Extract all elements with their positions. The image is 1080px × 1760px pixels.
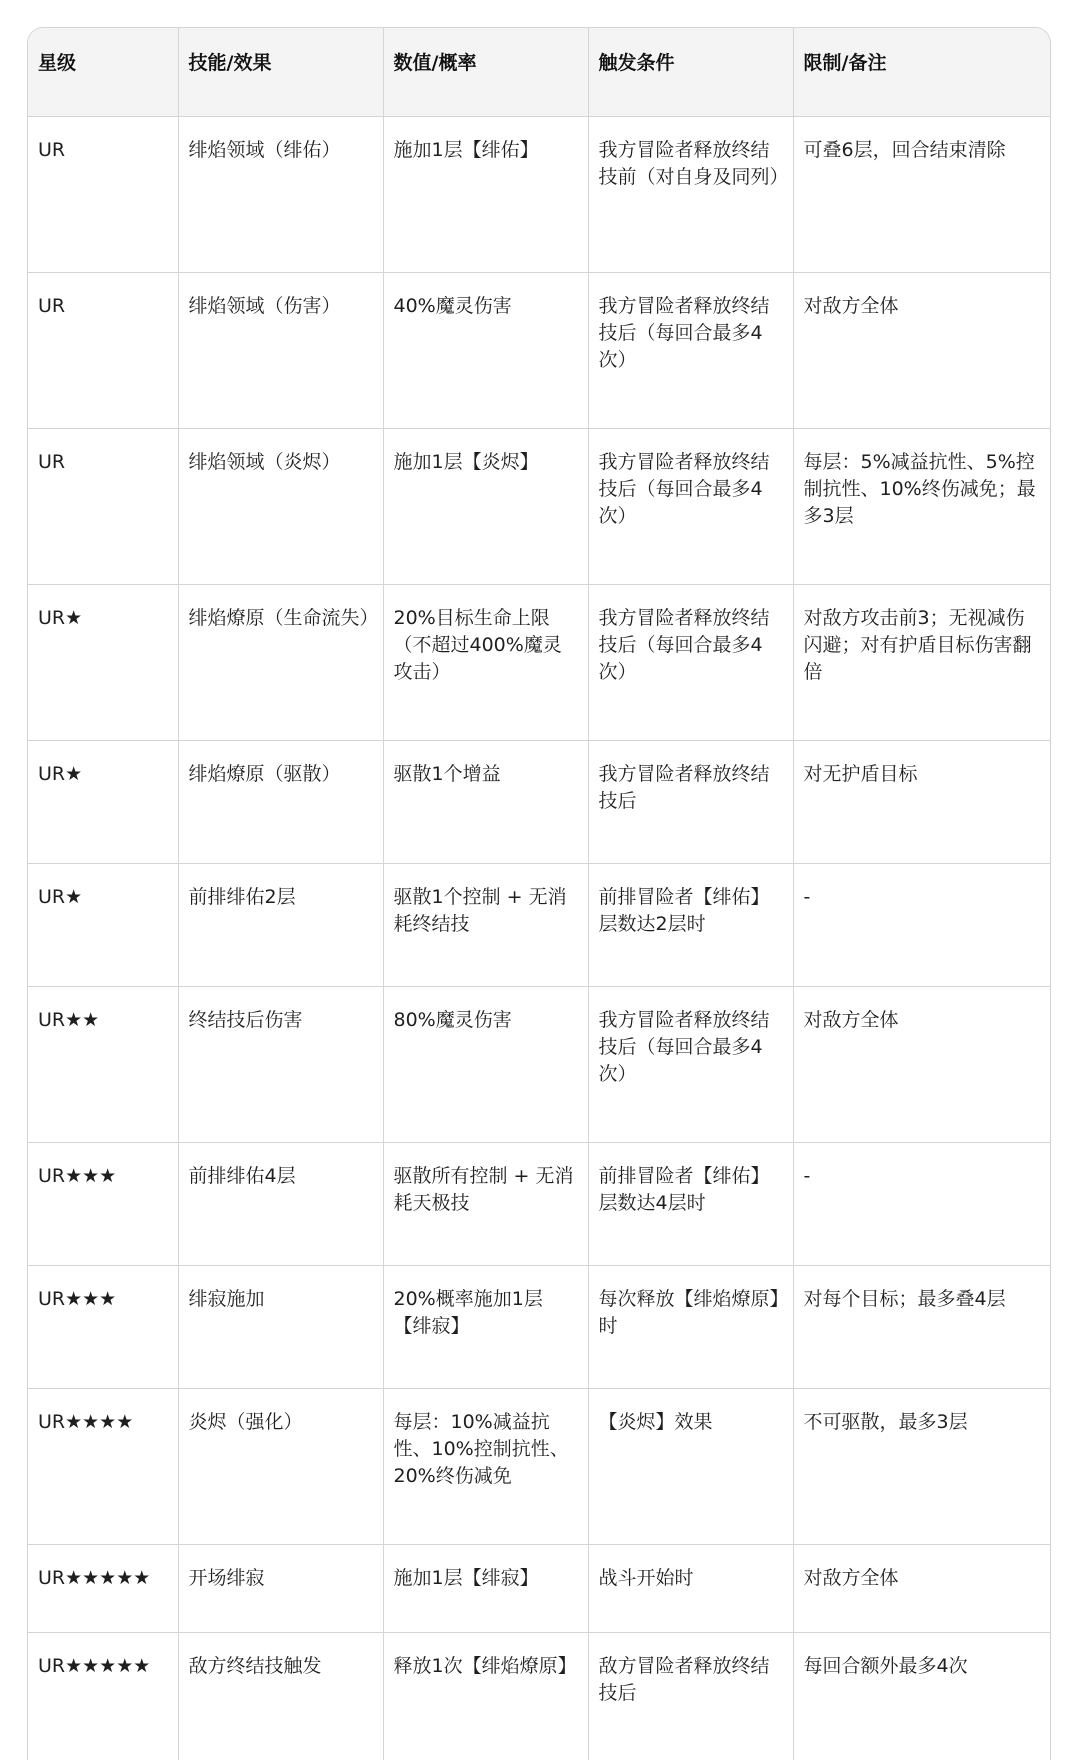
cell-value-probability: 施加1层【炎烬】 <box>383 428 588 584</box>
cell-value-probability: 20%目标生命上限（不超过400%魔灵攻击） <box>383 584 588 740</box>
cell-value-probability: 80%魔灵伤害 <box>383 986 588 1142</box>
cell-skill-effect: 绯焰领域（伤害） <box>178 272 383 428</box>
cell-value-probability: 释放1次【绯焰燎原】 <box>383 1632 588 1760</box>
cell-trigger-condition: 战斗开始时 <box>588 1544 793 1632</box>
cell-star-level: UR★★ <box>28 986 178 1142</box>
cell-value-probability: 驱散1个增益 <box>383 740 588 863</box>
header-trigger-condition: 触发条件 <box>588 28 793 116</box>
cell-limit-note: - <box>793 1142 1050 1265</box>
cell-limit-note: 对敌方攻击前3；无视减伤闪避；对有护盾目标伤害翻倍 <box>793 584 1050 740</box>
cell-star-level: UR★★★ <box>28 1265 178 1388</box>
cell-trigger-condition: 我方冒险者释放终结技后（每回合最多4次） <box>588 272 793 428</box>
cell-limit-note: 对无护盾目标 <box>793 740 1050 863</box>
cell-star-level: UR★★★★★ <box>28 1544 178 1632</box>
cell-skill-effect: 炎烬（强化） <box>178 1388 383 1544</box>
header-value-probability: 数值/概率 <box>383 28 588 116</box>
cell-star-level: UR★ <box>28 740 178 863</box>
cell-limit-note: 不可驱散，最多3层 <box>793 1388 1050 1544</box>
cell-value-probability: 20%概率施加1层【绯寂】 <box>383 1265 588 1388</box>
cell-limit-note: 每回合额外最多4次 <box>803 1654 968 1677</box>
table-row <box>28 1632 1050 1760</box>
cell-limit-note: 对敌方全体 <box>793 1544 1050 1632</box>
cell-limit-note: - <box>793 863 1050 986</box>
table-row <box>28 1388 1050 1544</box>
header-row <box>28 28 1050 116</box>
cell-star-level: UR★★★★★ <box>28 1632 178 1760</box>
table-row <box>28 584 1050 740</box>
cell-trigger-condition: 我方冒险者释放终结技后（每回合最多4次） <box>588 584 793 740</box>
header-limit-note: 限制/备注 <box>793 28 1050 116</box>
cell-trigger-condition: 前排冒险者【绯佑】层数达2层时 <box>588 863 793 986</box>
table-row <box>28 1544 1050 1632</box>
cell-skill-effect: 绯焰燎原（驱散） <box>178 740 383 863</box>
cell-star-level: UR <box>28 272 178 428</box>
table-row <box>28 1265 1050 1388</box>
cell-value-probability: 施加1层【绯寂】 <box>383 1544 588 1632</box>
table-row <box>28 986 1050 1142</box>
cell-skill-effect: 前排绯佑2层 <box>178 863 383 986</box>
cell-limit-note: 每层：5%减益抗性、5%控制抗性、10%终伤减免；最多3层 <box>793 428 1050 584</box>
cell-trigger-condition: 敌方冒险者释放终结技后 <box>588 1632 793 1760</box>
cell-trigger-condition: 我方冒险者释放终结技后（每回合最多4次） <box>588 428 793 584</box>
cell-value-probability: 40%魔灵伤害 <box>383 272 588 428</box>
cell-trigger-condition: 每次释放【绯焰燎原】时 <box>588 1265 793 1388</box>
cell-star-level: UR <box>28 116 178 272</box>
cell-limit-note: 对敌方全体 <box>793 272 1050 428</box>
cell-value-probability: 每层：10%减益抗性、10%控制抗性、20%终伤减免 <box>383 1388 588 1544</box>
cell-limit-note: 对敌方全体 <box>793 986 1050 1142</box>
cell-star-level: UR <box>28 428 178 584</box>
cell-value-probability: 施加1层【绯佑】 <box>383 116 588 272</box>
table-row <box>28 272 1050 428</box>
table-row <box>28 740 1050 863</box>
cell-skill-effect: 敌方终结技触发 <box>178 1632 383 1760</box>
table-row <box>28 1142 1050 1265</box>
cell-star-level: UR★★★★ <box>28 1388 178 1544</box>
cell-value-probability: 驱散1个控制 + 无消耗终结技 <box>383 863 588 986</box>
cell-skill-effect: 绯焰领域（炎烬） <box>178 428 383 584</box>
cell-limit-note: 对每个目标；最多叠4层 <box>793 1265 1050 1388</box>
cell-skill-effect: 终结技后伤害 <box>178 986 383 1142</box>
cell-limit-note: 可叠6层，回合结束清除 <box>793 116 1050 272</box>
table-row <box>28 428 1050 584</box>
skill-table-card <box>27 27 1051 1760</box>
table-row <box>28 863 1050 986</box>
cell-star-level: UR★★★ <box>28 1142 178 1265</box>
cell-skill-effect: 开场绯寂 <box>178 1544 383 1632</box>
cell-star-level: UR★ <box>28 863 178 986</box>
cell-star-level: UR★ <box>28 584 178 740</box>
cell-trigger-condition: 【炎烬】效果 <box>588 1388 793 1544</box>
table-header <box>28 28 1050 116</box>
cell-skill-effect: 绯寂施加 <box>178 1265 383 1388</box>
cell-trigger-condition: 前排冒险者【绯佑】层数达4层时 <box>588 1142 793 1265</box>
skill-table <box>28 28 1050 1760</box>
cell-skill-effect: 绯焰领域（绯佑） <box>178 116 383 272</box>
cell-trigger-condition: 我方冒险者释放终结技后（每回合最多4次） <box>588 986 793 1142</box>
table-row <box>28 116 1050 272</box>
table-body <box>28 116 1050 1760</box>
cell-skill-effect: 前排绯佑4层 <box>178 1142 383 1265</box>
header-star-level: 星级 <box>28 28 178 116</box>
header-skill-effect: 技能/效果 <box>178 28 383 116</box>
cell-trigger-condition: 我方冒险者释放终结技前（对自身及同列） <box>588 116 793 272</box>
cell-trigger-condition: 我方冒险者释放终结技后 <box>588 740 793 863</box>
cell-skill-effect: 绯焰燎原（生命流失） <box>178 584 383 740</box>
cell-value-probability: 驱散所有控制 + 无消耗天极技 <box>383 1142 588 1265</box>
